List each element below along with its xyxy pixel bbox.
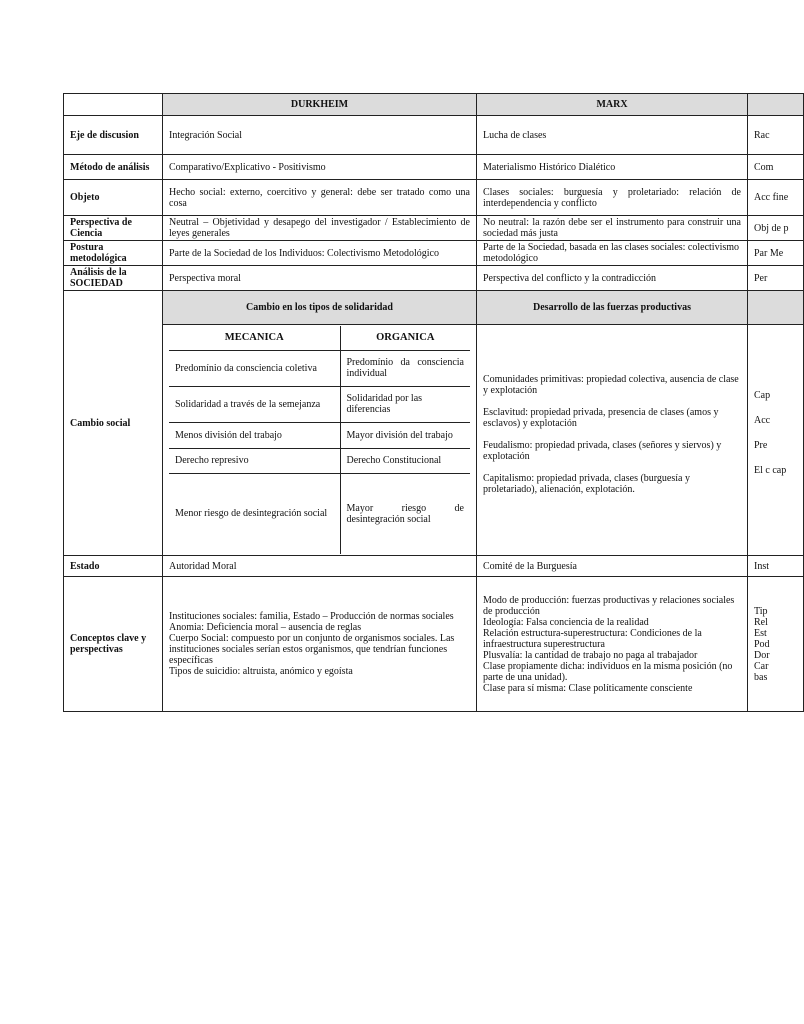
third-objeto: Acc fine [748, 180, 804, 216]
comparison-table [63, 93, 804, 712]
mecanica-item: Menor riesgo de desintegración social [169, 473, 340, 554]
row-cambio-body [64, 325, 804, 556]
concept-item: Modo de producción: fuerzas productivas y relaciones sociales de producción [483, 594, 735, 617]
concept-item: Rel [754, 616, 768, 628]
durkheim-header: DURKHEIM [163, 94, 477, 116]
row-objeto [64, 180, 804, 216]
row-label-estado: Estado [64, 556, 163, 577]
durkheim-objeto: Hecho social: externo, coercitivo y general: debe ser tratado como una cosa [163, 180, 477, 216]
marx-postura: Parte de la Sociedad, basada en las clases sociales: colectivismo metodológico [477, 241, 748, 266]
concept-item: Dor [754, 649, 770, 661]
concept-item: Relación estructura-superestructura: Condiciones de la infraestructura superestructura [483, 627, 702, 650]
concept-item: Clase para sí misma: Clase políticamente consciente [483, 682, 693, 694]
marx-conceptos [477, 577, 748, 712]
marx-objeto: Clases sociales: burguesía y proletariado: relación de interdependencia y conflicto [477, 180, 748, 216]
marx-eje: Lucha de clases [477, 116, 748, 155]
row-label-metodo: Método de análisis [64, 155, 163, 180]
durkheim-analisis: Perspectiva moral [163, 266, 477, 291]
solidarity-table [169, 326, 470, 554]
solidarity-row [169, 350, 470, 386]
header-row [64, 94, 804, 116]
concept-item: Car [754, 660, 769, 672]
third-cambio-item: Cap [754, 390, 771, 401]
concept-item: Plusvalía: la cantidad de trabajo no paga al trabajador [483, 649, 698, 661]
third-perspectiva: Obj de p [748, 216, 804, 241]
marx-stage-item: Feudalismo: propiedad privada, clases (señores y siervos) y explotación [483, 440, 722, 462]
marx-cambio-header: Desarrollo de las fuerzas productivas [477, 291, 748, 325]
marx-metodo: Materialismo Histórico Dialético [477, 155, 748, 180]
marx-estado: Comité de la Burguesía [477, 556, 748, 577]
durkheim-eje: Integración Social [163, 116, 477, 155]
mecanica-item: Menos división del trabajo [169, 422, 340, 448]
row-label-conceptos: Conceptos clave y perspectivas [64, 577, 163, 712]
row-postura [64, 241, 804, 266]
solidarity-cell [163, 325, 477, 556]
durkheim-postura: Parte de la Sociedad de los Individuos: Colectivismo Metodológico [163, 241, 477, 266]
row-label-eje: Eje de discusion [64, 116, 163, 155]
third-cambio-item: Pre [754, 440, 768, 451]
solidarity-row [169, 422, 470, 448]
concept-item: Anomia: Deficiencia moral – ausencia de reglas [169, 622, 362, 633]
marx-stage-item: Capitalismo: propiedad privada, clases (burguesía y proletariado), alienación, explotación. [483, 473, 690, 495]
organica-item: Mayor división del trabajo [340, 422, 470, 448]
durkheim-metodo: Comparativo/Explicativo - Positivismo [163, 155, 477, 180]
row-label-postura: Postura metodológica [64, 241, 163, 266]
organica-header: ORGANICA [340, 326, 470, 350]
row-label-perspectiva: Perspectiva de Ciencia [64, 216, 163, 241]
mecanica-item: Predomínio da consciencia coletiva [169, 350, 340, 386]
organica-item: Derecho Constitucional [340, 448, 470, 473]
solidarity-row [169, 386, 470, 422]
third-eje: Rac [748, 116, 804, 155]
concept-item: bas [754, 671, 768, 683]
concept-item: Tip [754, 605, 768, 617]
concept-item: Ideología: Falsa conciencia de la realidad [483, 616, 649, 628]
marx-analisis: Perspectiva del conflicto y la contradicción [477, 266, 748, 291]
row-estado [64, 556, 804, 577]
concept-item: Tipos de suicidio: altruista, anómico y egoísta [169, 666, 353, 677]
concept-item: Cuerpo Social: compuesto por un conjunto de organismos sociales. Las instituciones sociales serían estos organismos, que tendrían funciones específicas [169, 633, 455, 666]
marx-header: MARX [477, 94, 748, 116]
third-cambio-item: Acc [754, 415, 771, 426]
mecanica-item: Solidaridad a través de la semejanza [169, 386, 340, 422]
third-cambio-header [748, 291, 804, 325]
solidarity-header-row [169, 326, 470, 350]
row-cambio-header [64, 291, 804, 325]
organica-item: Predomínio da consciencia individual [340, 350, 470, 386]
mecanica-item: Derecho represivo [169, 448, 340, 473]
third-postura: Par Me [748, 241, 804, 266]
third-metodo: Com [748, 155, 804, 180]
third-conceptos [748, 577, 804, 712]
third-author-header [748, 94, 804, 116]
marx-cambio-list [477, 325, 748, 556]
durkheim-cambio-header: Cambio en los tipos de solidaridad [163, 291, 477, 325]
organica-item: Mayor riesgo de desintegración social [340, 473, 470, 554]
concept-item: Pod [754, 638, 770, 650]
row-label-objeto: Objeto [64, 180, 163, 216]
marx-stage-item: Comunidades primitivas: propiedad colectiva, ausencia de clase y explotación [483, 374, 739, 396]
third-cambio-list [748, 325, 804, 556]
third-cambio-item: El c cap [754, 465, 787, 476]
durkheim-perspectiva: Neutral – Objetividad y desapego del investigador / Establecimiento de leyes generales [163, 216, 477, 241]
row-eje [64, 116, 804, 155]
row-perspectiva [64, 216, 804, 241]
third-estado: Inst [748, 556, 804, 577]
row-conceptos [64, 577, 804, 712]
solidarity-row [169, 448, 470, 473]
concept-item: Clase propiamente dicha: individuos en la misma posición (no parte de una unidad). [483, 660, 733, 683]
third-analisis: Per [748, 266, 804, 291]
marx-stage-item: Esclavitud: propiedad privada, presencia de clases (amos y esclavos) y explotación [483, 407, 719, 429]
row-analisis [64, 266, 804, 291]
marx-perspectiva: No neutral: la razón debe ser el instrumento para construir una sociedad más justa [477, 216, 748, 241]
organica-item: Solidaridad por las diferencias [340, 386, 470, 422]
row-label-cambio: Cambio social [64, 291, 163, 556]
corner-cell [64, 94, 163, 116]
solidarity-row [169, 473, 470, 554]
concept-item: Instituciones sociales: familia, Estado – Producción de normas sociales [169, 611, 454, 622]
row-metodo [64, 155, 804, 180]
durkheim-conceptos [163, 577, 477, 712]
durkheim-estado: Autoridad Moral [163, 556, 477, 577]
row-label-analisis: Análisis de la SOCIEDAD [64, 266, 163, 291]
concept-item: Est [754, 627, 767, 639]
mecanica-header: MECANICA [169, 326, 340, 350]
